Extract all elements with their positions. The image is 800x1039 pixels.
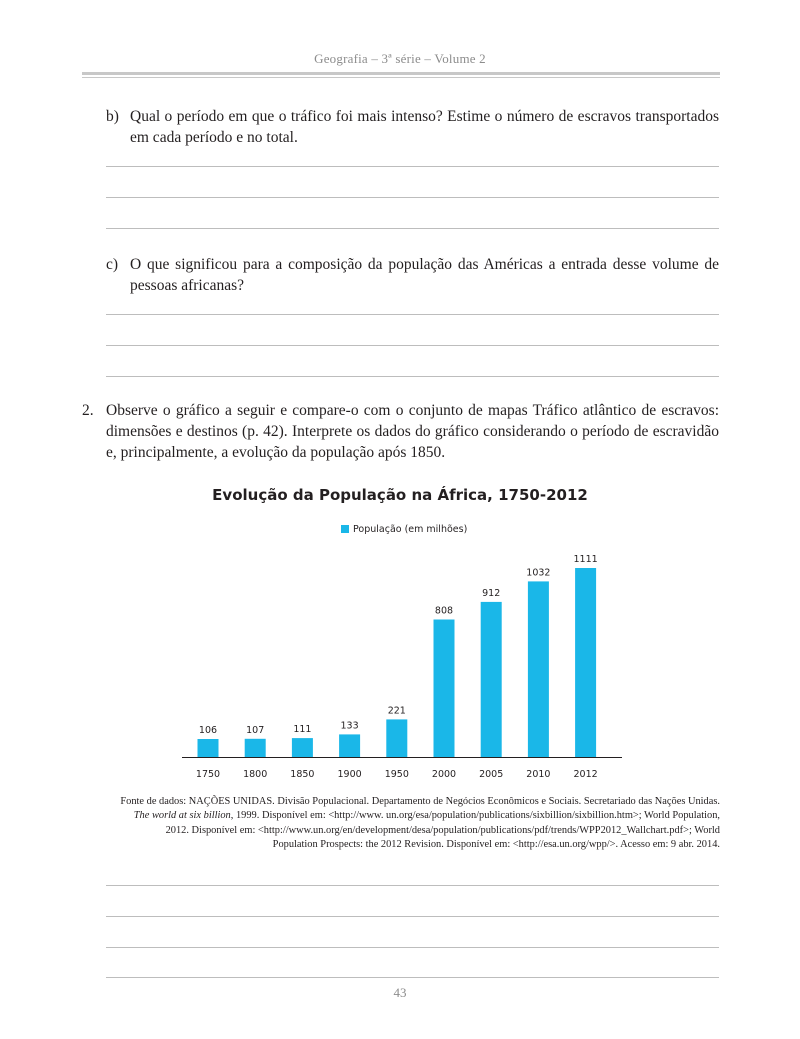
data-label-1800: 107 bbox=[246, 724, 265, 736]
answer-line[interactable] bbox=[106, 228, 719, 229]
bar-1850 bbox=[292, 738, 313, 757]
question-c bbox=[106, 254, 719, 296]
header-rule-thin bbox=[82, 77, 720, 78]
question-b bbox=[106, 106, 719, 148]
x-tick-label-2010: 2010 bbox=[526, 769, 551, 780]
running-header: Geografia – 3ª série – Volume 2 bbox=[314, 51, 486, 66]
data-label-1850: 111 bbox=[293, 724, 312, 736]
x-tick-label-1800: 1800 bbox=[243, 769, 268, 780]
data-label-1750: 106 bbox=[198, 725, 218, 736]
source-line-4: Population Prospects: the 2012 Revision. Disponível em: <http://esa.un.org/wpp/>. Acesso em: 9 abr. 2014. bbox=[272, 838, 720, 850]
legend-label: População (em milhões) bbox=[353, 524, 468, 535]
bar-2005 bbox=[481, 602, 502, 757]
source-line-2-rest: , 1999. Disponível em: <http://www. un.org/esa/population/publications/sixbillion/sixbillion.htm>; World Population, bbox=[230, 810, 720, 822]
x-tick-label-2000: 2000 bbox=[431, 769, 457, 780]
bar-1950 bbox=[386, 719, 407, 757]
answer-line[interactable] bbox=[106, 314, 719, 315]
source-line-3: 2012. Disponível em: <http://www.un.org/en/development/desa/population/publications/pdf/trends/WPP2012_Wallchart.pdf>; World bbox=[165, 824, 720, 836]
answer-line[interactable] bbox=[106, 197, 719, 198]
page-number: 43 bbox=[393, 985, 407, 1000]
data-label-2005: 912 bbox=[482, 587, 501, 599]
footer-rule bbox=[106, 977, 719, 978]
data-label-2010: 1032 bbox=[526, 567, 551, 579]
source-line-2 bbox=[80, 809, 720, 823]
chart-title: Evolução da População na África, 1750-2012 bbox=[212, 486, 588, 504]
question-2 bbox=[82, 400, 719, 463]
answer-line[interactable] bbox=[106, 947, 719, 948]
bar-1750 bbox=[198, 739, 219, 757]
data-label-2000: 808 bbox=[434, 605, 454, 617]
x-tick-label-1850: 1850 bbox=[290, 769, 315, 780]
x-tick-label-1900: 1900 bbox=[337, 769, 362, 780]
question-b-letter: b) bbox=[106, 108, 119, 125]
bar-2012 bbox=[575, 568, 596, 757]
x-tick-label-2012: 2012 bbox=[573, 769, 598, 780]
chart-legend bbox=[341, 524, 467, 535]
bar-2010 bbox=[528, 581, 549, 757]
answer-line[interactable] bbox=[106, 345, 719, 346]
data-label-2012: 1111 bbox=[573, 554, 598, 565]
x-tick-label-1950: 1950 bbox=[384, 769, 409, 780]
x-tick-label-1750: 1750 bbox=[195, 769, 221, 780]
answer-line[interactable] bbox=[106, 166, 719, 167]
question-b-text: Qual o período em que o tráfico foi mais intenso? Estime o número de escravos transportados em cada período e no total. bbox=[130, 108, 719, 146]
answer-line[interactable] bbox=[106, 916, 719, 917]
data-label-1950: 221 bbox=[387, 705, 406, 717]
data-label-1900: 133 bbox=[340, 720, 359, 732]
bar-1800 bbox=[245, 739, 266, 757]
answer-line[interactable] bbox=[106, 885, 719, 886]
source-line-1: Fonte de dados: NAÇÕES UNIDAS. Divisão Populacional. Departamento de Negócios Econômicos e Sociais. Secretariado das Nações Unidas. bbox=[120, 796, 720, 807]
question-c-letter: c) bbox=[106, 256, 119, 273]
question-2-number: 2. bbox=[82, 402, 94, 419]
population-bar-chart bbox=[182, 540, 622, 790]
x-tick-label-2005: 2005 bbox=[479, 769, 504, 780]
source-book-title: The world at six billion bbox=[133, 810, 231, 822]
bar-1900 bbox=[339, 734, 360, 757]
question-c-text: O que significou para a composição da população das Américas a entrada desse volume de pessoas africanas? bbox=[130, 256, 719, 294]
legend-swatch bbox=[341, 525, 349, 533]
bar-2000 bbox=[434, 620, 455, 758]
source-note bbox=[80, 795, 720, 852]
answer-line[interactable] bbox=[106, 376, 719, 377]
question-2-text: Observe o gráfico a seguir e compare-o com o conjunto de mapas Tráfico atlântico de escravos: dimensões e destinos (p. 42). Interprete os dados do gráfico considerando o período de escravidão e, principalmente, a evolução da população após 1850. bbox=[106, 402, 719, 461]
header-rule-thick bbox=[82, 72, 720, 75]
